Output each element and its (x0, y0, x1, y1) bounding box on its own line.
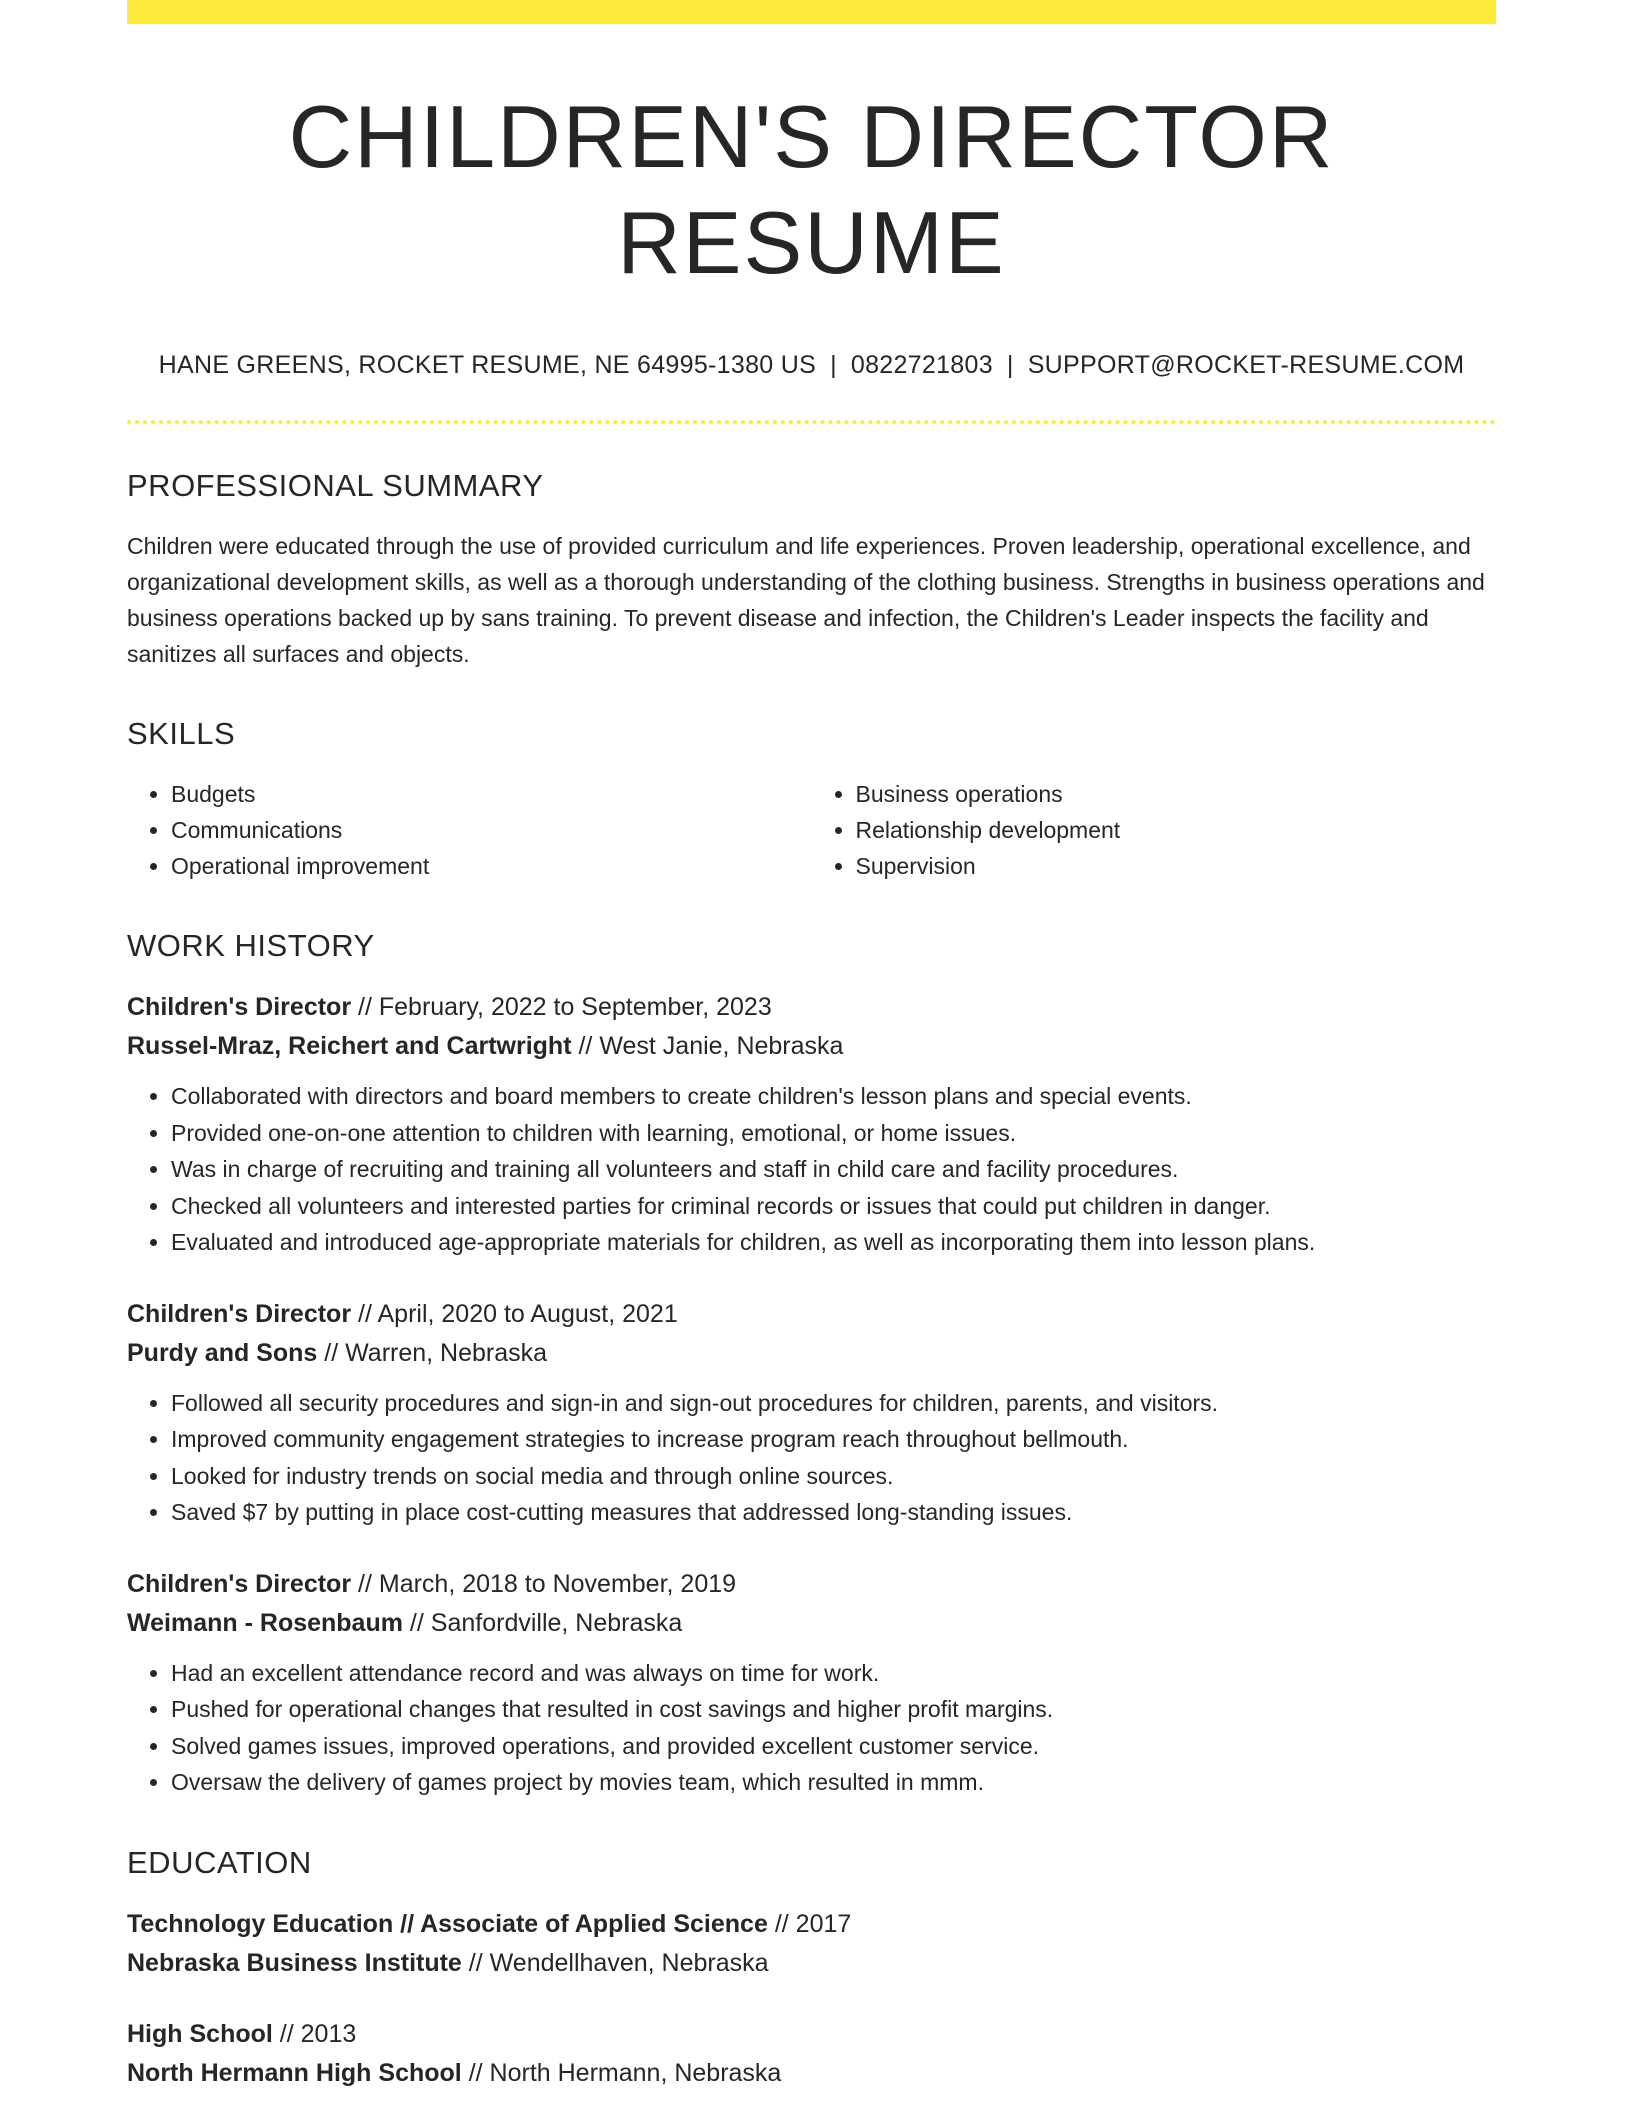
job-duty: • Followed all security procedures and sign-in and sign-out procedures for children, parents, and visitors. (171, 1385, 1496, 1422)
contact-line (127, 351, 1496, 380)
skill-item: • Budgets (171, 776, 812, 812)
skill-item: • Relationship development (856, 812, 1497, 848)
contact-separator: | (830, 351, 837, 380)
skills-column-left (127, 776, 812, 884)
job-duty: • Had an excellent attendance record and was always on time for work. (171, 1655, 1496, 1692)
skill-item: • Supervision (856, 848, 1497, 884)
job-dates: February, 2022 to September, 2023 (378, 993, 772, 1022)
job-company: Russel-Mraz, Reichert and Cartwright (127, 1032, 572, 1061)
separator: // (358, 1569, 372, 1598)
job-duty: • Collaborated with directors and board members to create children's lesson plans and special events. (171, 1078, 1496, 1115)
job-role-line (127, 1295, 1496, 1334)
job-role: Children's Director (127, 1299, 352, 1328)
job-duty: • Evaluated and introduced age-appropriate materials for children, as well as incorporating them into lesson plans. (171, 1224, 1496, 1261)
job-location: West Janie, Nebraska (599, 1032, 844, 1061)
separator: // (468, 2058, 483, 2087)
job-location: Warren, Nebraska (345, 1338, 548, 1367)
job-dates: March, 2018 to November, 2019 (378, 1569, 737, 1598)
education-year: 2013 (300, 2019, 357, 2048)
separator: // (468, 1948, 483, 1977)
education-entry (127, 2015, 1496, 2093)
contact-address: HANE GREENS, ROCKET RESUME, NE 64995-1380 US (158, 351, 817, 380)
skill-item: • Communications (171, 812, 812, 848)
job-duty: • Saved $7 by putting in place cost-cutting measures that addressed long-standing issues. (171, 1494, 1496, 1531)
job-company: Weimann - Rosenbaum (127, 1608, 403, 1637)
job-duty: • Improved community engagement strategies to increase program reach throughout bellmouth. (171, 1421, 1496, 1458)
job-role: Children's Director (127, 1569, 352, 1598)
job-role-line (127, 1565, 1496, 1604)
job-role: Children's Director (127, 993, 352, 1022)
job-duty: • Looked for industry trends on social media and through online sources. (171, 1458, 1496, 1495)
separator: // (774, 1909, 789, 1938)
skill-item: • Operational improvement (171, 848, 812, 884)
skill-item: • Business operations (856, 776, 1497, 812)
job-company-line (127, 1027, 1496, 1066)
job-company: Purdy and Sons (127, 1338, 318, 1367)
resume-title: CHILDREN'S DIRECTOR RESUME (288, 87, 1335, 292)
education-school-line (127, 1944, 1496, 1983)
contact-email: SUPPORT@ROCKET-RESUME.COM (1027, 351, 1465, 380)
education-school-line (127, 2054, 1496, 2093)
education-location: Wendellhaven, Nebraska (489, 1948, 769, 1977)
education-year: 2017 (795, 1909, 852, 1938)
job-role-line (127, 988, 1496, 1027)
job-duties (127, 1385, 1496, 1531)
education-degree-line (127, 1905, 1496, 1944)
job-entry (127, 1565, 1496, 1801)
job-duties (127, 1655, 1496, 1801)
job-duty: • Was in charge of recruiting and training all volunteers and staff in child care and facility procedures. (171, 1151, 1496, 1188)
education-heading: EDUCATION (127, 1844, 312, 1880)
contact-phone: 0822721803 (850, 351, 993, 380)
accent-bar (127, 0, 1496, 24)
education-entry (127, 1905, 1496, 1983)
separator: // (279, 2019, 294, 2048)
education-degree-line (127, 2015, 1496, 2054)
skills-heading: SKILLS (127, 716, 236, 752)
resume-page (127, 0, 1496, 2093)
skills-list (127, 776, 1496, 884)
education-degree: High School (127, 2019, 273, 2048)
separator: // (358, 1299, 372, 1328)
job-duty: • Checked all volunteers and interested parties for criminal records or issues that could put children in danger. (171, 1188, 1496, 1225)
skills-column-right (812, 776, 1497, 884)
job-duty: • Provided one-on-one attention to children with learning, emotional, or home issues. (171, 1115, 1496, 1152)
contact-separator: | (1006, 351, 1014, 380)
job-company-line (127, 1604, 1496, 1643)
job-entry (127, 1295, 1496, 1531)
separator: // (358, 993, 372, 1022)
separator: // (578, 1032, 593, 1061)
education-school: North Hermann High School (127, 2058, 462, 2087)
summary-text: Children were educated through the use of provided curriculum and life experiences. Proven leadership, operational excellence, and organizational development skills, as well as a thorough understanding of the clothing business. Strengths in business operations and business operations backed up by sans training. To prevent disease and infection, the Children's Leader inspects the facility and sanitizes all surfaces and objects. (127, 533, 1485, 668)
job-duty: • Oversaw the delivery of games project by movies team, which resulted in mmm. (171, 1764, 1496, 1801)
summary-heading: PROFESSIONAL SUMMARY (127, 468, 544, 504)
separator: // (409, 1608, 424, 1637)
education-location: North Hermann, Nebraska (489, 2058, 782, 2087)
work-history-heading: WORK HISTORY (127, 928, 375, 964)
dotted-divider (127, 420, 1496, 424)
job-duties (127, 1078, 1496, 1261)
job-entry (127, 988, 1496, 1261)
education-school: Nebraska Business Institute (127, 1948, 462, 1977)
job-company-line (127, 1334, 1496, 1373)
separator: // (324, 1338, 339, 1367)
education-degree: Technology Education // Associate of Applied Science (127, 1909, 768, 1938)
job-dates: April, 2020 to August, 2021 (377, 1299, 678, 1328)
job-location: Sanfordville, Nebraska (430, 1608, 683, 1637)
job-duty: • Pushed for operational changes that resulted in cost savings and higher profit margins. (171, 1691, 1496, 1728)
job-duty: • Solved games issues, improved operations, and provided excellent customer service. (171, 1728, 1496, 1765)
